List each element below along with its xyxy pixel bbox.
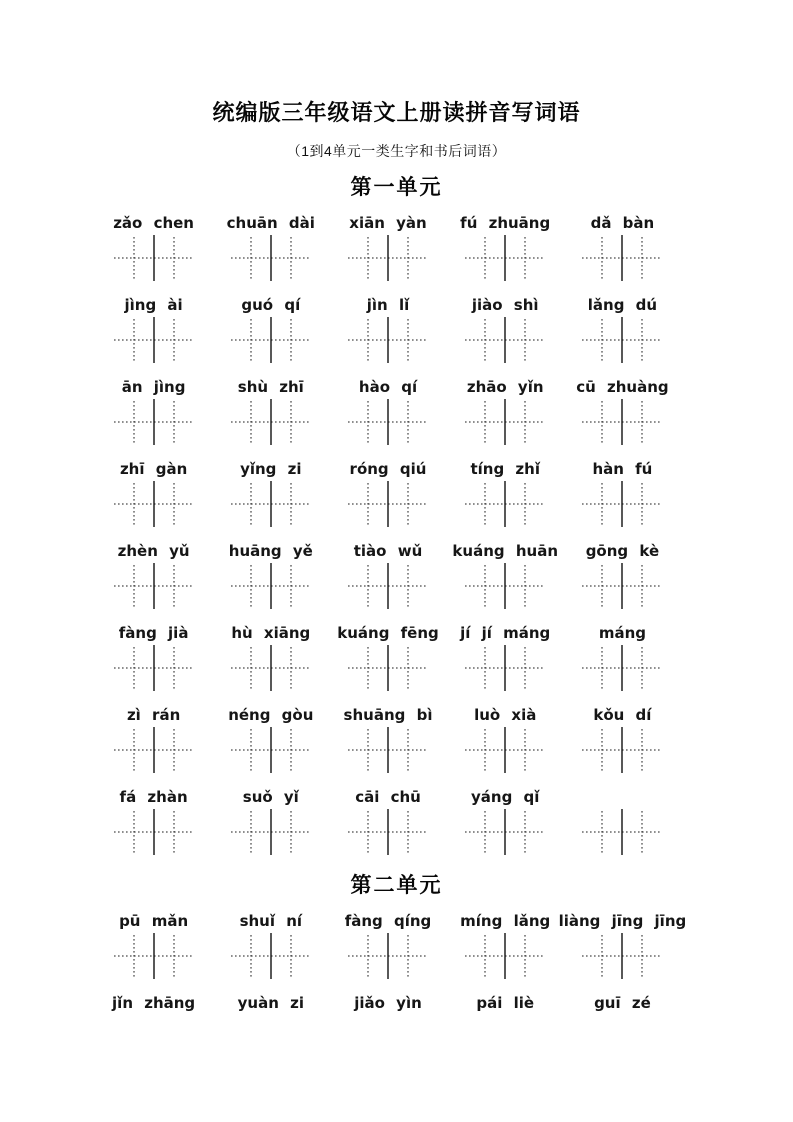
writing-grid <box>582 809 662 855</box>
writing-grid <box>114 399 194 445</box>
unit-heading: 第一单元 <box>350 176 443 199</box>
pinyin-label: kuáng huān <box>452 542 558 560</box>
word-cell <box>329 295 446 363</box>
word-cell <box>558 911 687 979</box>
pinyin-label: jiǎo yìn <box>354 994 422 1012</box>
word-cell <box>212 911 329 979</box>
writing-grid <box>231 481 311 527</box>
pinyin-label: jìn lǐ <box>366 296 410 314</box>
writing-grid <box>348 481 428 527</box>
word-cell <box>329 623 446 691</box>
word-cell <box>564 541 681 609</box>
writing-grid <box>348 317 428 363</box>
word-row <box>95 911 687 979</box>
writing-grid <box>582 235 662 281</box>
writing-grid <box>348 933 428 979</box>
pinyin-label: pái liè <box>476 994 535 1012</box>
word-row <box>95 295 681 363</box>
page-subtitle: （1到4单元一类生字和书后词语） <box>286 143 507 159</box>
writing-grid <box>231 235 311 281</box>
pinyin-label: yǐng zi <box>240 460 302 478</box>
unit-rows <box>95 911 687 1061</box>
writing-grid <box>582 933 662 979</box>
pinyin-label: hào qí <box>358 378 418 396</box>
writing-grid <box>465 933 545 979</box>
word-cell <box>212 295 329 363</box>
writing-grid <box>465 563 545 609</box>
word-cell <box>95 993 212 1061</box>
word-cell <box>564 705 681 773</box>
pinyin-label: kuáng fēng <box>337 624 439 642</box>
writing-grid <box>231 933 311 979</box>
word-cell <box>564 295 681 363</box>
writing-grid <box>348 645 428 691</box>
word-cell <box>447 911 564 979</box>
unit-section <box>0 869 793 1061</box>
word-cell <box>212 213 329 281</box>
pinyin-label: shù zhī <box>237 378 304 396</box>
writing-grid <box>465 235 545 281</box>
word-cell <box>447 459 564 527</box>
word-cell <box>564 377 681 445</box>
writing-grid <box>348 235 428 281</box>
writing-grid <box>231 645 311 691</box>
word-cell <box>447 377 564 445</box>
writing-grid <box>231 317 311 363</box>
writing-grid <box>114 563 194 609</box>
sections-container <box>0 171 793 1061</box>
word-cell <box>447 623 564 691</box>
pinyin-label: zhāo yǐn <box>466 378 544 396</box>
writing-grid <box>465 809 545 855</box>
word-cell <box>95 787 212 855</box>
writing-grid <box>348 563 428 609</box>
pinyin-label: zhèn yǔ <box>117 542 190 560</box>
word-row <box>95 623 681 691</box>
word-cell <box>447 295 564 363</box>
pinyin-label: hàn fú <box>592 460 653 478</box>
writing-grid <box>465 399 545 445</box>
word-cell <box>564 459 681 527</box>
pinyin-label: jìng ài <box>124 296 183 314</box>
pinyin-label: xiān yàn <box>349 214 427 232</box>
word-cell <box>329 377 446 445</box>
pinyin-label: shuǐ ní <box>239 912 303 930</box>
writing-grid <box>114 809 194 855</box>
pinyin-label: róng qiú <box>349 460 427 478</box>
pinyin-label: jí jí máng <box>460 624 551 642</box>
writing-grid <box>465 727 545 773</box>
pinyin-label: cāi chū <box>355 788 421 806</box>
word-cell <box>329 459 446 527</box>
word-cell <box>329 993 446 1061</box>
word-cell <box>95 541 212 609</box>
pinyin-label: lǎng dú <box>587 296 658 314</box>
word-row <box>95 541 681 609</box>
word-cell <box>212 705 329 773</box>
word-cell <box>95 295 212 363</box>
pinyin-label: zhī gàn <box>119 460 188 478</box>
writing-grid <box>231 809 311 855</box>
word-cell <box>447 541 564 609</box>
writing-grid <box>465 645 545 691</box>
pinyin-label: zì rán <box>126 706 181 724</box>
pinyin-label: huāng yě <box>228 542 313 560</box>
pinyin-label: zǎo chen <box>113 214 194 232</box>
pinyin-label: guī zé <box>594 994 651 1012</box>
pinyin-label: fá zhàn <box>119 788 188 806</box>
page-title: 统编版三年级语文上册读拼音写词语 <box>212 100 581 125</box>
writing-grid <box>582 645 662 691</box>
writing-grid <box>582 481 662 527</box>
word-cell <box>329 705 446 773</box>
word-cell <box>564 787 681 855</box>
writing-grid <box>348 809 428 855</box>
word-row <box>95 787 681 855</box>
word-cell <box>564 993 681 1061</box>
pinyin-label: luò xià <box>474 706 537 724</box>
word-cell <box>329 911 446 979</box>
pinyin-label: tíng zhǐ <box>470 460 540 478</box>
writing-grid <box>114 235 194 281</box>
pinyin-label: yuàn zi <box>237 994 304 1012</box>
word-cell <box>447 705 564 773</box>
writing-grid <box>582 563 662 609</box>
pinyin-label: shuāng bì <box>343 706 433 724</box>
word-cell <box>95 705 212 773</box>
writing-grid <box>231 399 311 445</box>
writing-grid <box>114 727 194 773</box>
writing-grid <box>114 317 194 363</box>
unit-heading: 第二单元 <box>350 874 443 897</box>
pinyin-label: pū mǎn <box>119 912 189 930</box>
pinyin-label: fú zhuāng <box>460 214 551 232</box>
unit-rows <box>95 213 681 855</box>
writing-grid <box>465 481 545 527</box>
word-row <box>95 993 681 1061</box>
writing-grid <box>114 645 194 691</box>
word-cell <box>95 459 212 527</box>
word-cell <box>212 377 329 445</box>
word-cell <box>447 993 564 1061</box>
pinyin-label: guó qí <box>241 296 301 314</box>
word-cell <box>95 911 212 979</box>
pinyin-label: chuān dài <box>226 214 315 232</box>
pinyin-label: máng <box>598 624 646 642</box>
word-cell <box>212 993 329 1061</box>
word-cell <box>329 213 446 281</box>
pinyin-label: fàng jià <box>118 624 189 642</box>
pinyin-label: liàng jīng jīng <box>558 912 687 930</box>
word-row <box>95 213 681 281</box>
pinyin-label: míng lǎng <box>460 912 551 930</box>
word-cell <box>212 459 329 527</box>
writing-grid <box>348 727 428 773</box>
writing-grid <box>582 317 662 363</box>
pinyin-label: néng gòu <box>228 706 314 724</box>
word-cell <box>95 213 212 281</box>
pinyin-label: ān jìng <box>121 378 186 396</box>
word-row <box>95 705 681 773</box>
pinyin-label: jǐn zhāng <box>112 994 196 1012</box>
pinyin-label: cū zhuàng <box>576 378 669 396</box>
writing-grid <box>582 727 662 773</box>
word-cell <box>212 541 329 609</box>
word-cell <box>212 623 329 691</box>
writing-grid <box>114 933 194 979</box>
word-cell <box>95 377 212 445</box>
pinyin-label: jiào shì <box>471 296 539 314</box>
pinyin-label: hù xiāng <box>231 624 311 642</box>
word-cell <box>564 623 681 691</box>
writing-grid <box>114 481 194 527</box>
word-cell <box>447 787 564 855</box>
pinyin-label: gōng kè <box>585 542 660 560</box>
word-row <box>95 377 681 445</box>
word-cell <box>329 541 446 609</box>
writing-grid <box>348 399 428 445</box>
word-cell <box>329 787 446 855</box>
word-cell <box>212 787 329 855</box>
word-row <box>95 459 681 527</box>
writing-grid <box>582 399 662 445</box>
writing-grid <box>465 317 545 363</box>
writing-grid <box>231 727 311 773</box>
word-cell <box>95 623 212 691</box>
pinyin-label: kǒu dí <box>593 706 652 724</box>
word-cell <box>564 213 681 281</box>
word-cell <box>447 213 564 281</box>
unit-section <box>0 171 793 855</box>
writing-grid <box>231 563 311 609</box>
pinyin-label: tiào wǔ <box>353 542 423 560</box>
pinyin-label: yáng qǐ <box>471 788 540 806</box>
pinyin-label: dǎ bàn <box>590 214 655 232</box>
pinyin-label: suǒ yǐ <box>242 788 299 806</box>
pinyin-label: fàng qíng <box>344 912 432 930</box>
